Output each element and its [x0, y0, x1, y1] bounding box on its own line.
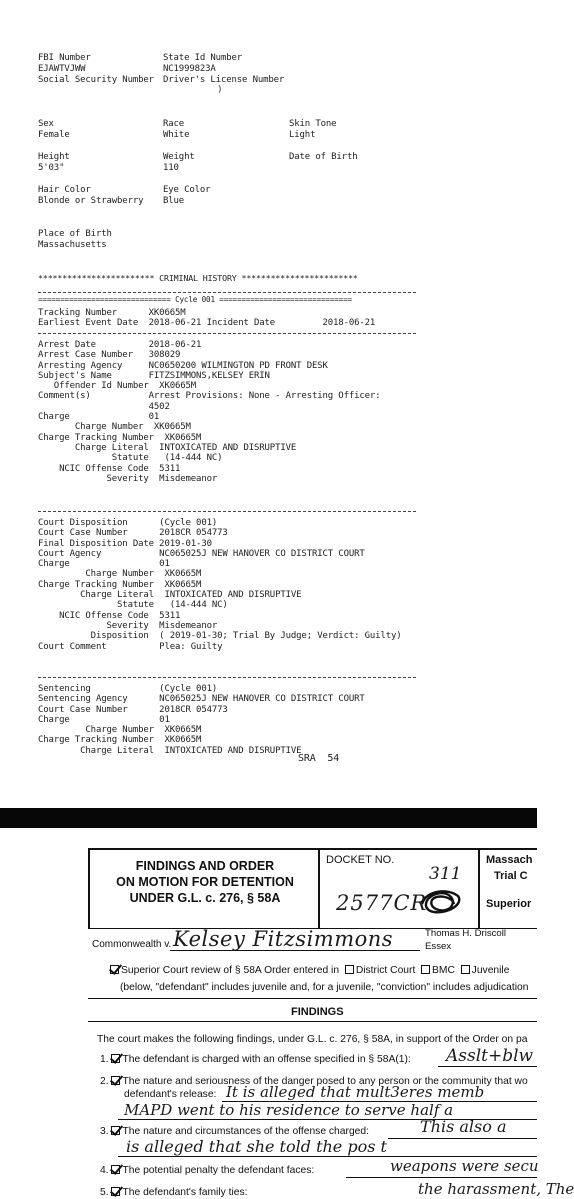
docket-right-border: [478, 848, 480, 928]
tracking-block: Tracking Number XK0665M Earliest Event Date 2018-06-21 Incident Date 2018-06-21: [38, 308, 376, 329]
item-3-handwritten: is alleged that she told the pos t: [126, 1137, 387, 1156]
item-number: 5.: [100, 1187, 109, 1198]
hair-color-label: Hair Color: [38, 185, 91, 195]
finding-item-3: [100, 1126, 369, 1137]
fbi-number-value: EJAWTVJWW: [38, 64, 86, 74]
review-checkbox[interactable]: [110, 965, 119, 974]
scribble-redaction-icon: [418, 886, 464, 916]
sentencing-block: Sentencing (Cycle 001) Sentencing Agency NC065025J NEW HANOVER CO DISTRICT COURT Court Case Number 2018CR 054773 Charge 01 Charge Number XK0665M Charge Tracking Number XK0665M Charge Literal INTOXICATED AND DISRUPTIVE: [38, 684, 365, 756]
docket-number-handwritten: 2577CR: [336, 891, 428, 915]
race-value: White: [163, 130, 190, 140]
item-number: 2.: [100, 1076, 109, 1087]
item-number: 1.: [100, 1054, 109, 1065]
drivers-license-label: Driver's License Number: [163, 75, 285, 85]
criminal-history-header: ************************ CRIMINAL HISTORY ************************: [38, 273, 358, 283]
county-name: Essex: [425, 941, 452, 952]
findings-intro: The court makes the following findings, under G.L. c. 276, § 58A, in support of the Order on pa: [97, 1034, 528, 1045]
page-separator: [0, 808, 537, 828]
place-of-birth-label: Place of Birth: [38, 229, 112, 239]
item-1-checkbox[interactable]: [111, 1054, 120, 1063]
dob-label: Date of Birth: [289, 152, 358, 162]
place-of-birth-value: Massachusetts: [38, 240, 107, 250]
state-id-label: State Id Number: [163, 53, 243, 63]
sex-value: Female: [38, 130, 70, 140]
item-number: 4.: [100, 1165, 109, 1176]
sex-label: Sex: [38, 119, 54, 129]
item-3-line: [388, 1138, 537, 1139]
eye-color-label: Eye Color: [163, 185, 211, 195]
pen-mark: ): [218, 85, 222, 95]
cycle-header: ============================== Cycle 001 ==============================: [38, 295, 352, 304]
judge-name: Thomas H. Driscoll: [425, 928, 507, 939]
item-4-text: The potential penalty the defendant faces:: [122, 1165, 315, 1176]
item-1-line: [438, 1066, 537, 1067]
docket-label: DOCKET NO.: [326, 854, 395, 866]
superior-court-label: Superior: [486, 898, 532, 910]
height-value: 5'03": [38, 163, 65, 173]
arrest-block: Arrest Date 2018-06-21 Arrest Case Number 308029 Arresting Agency NC0650200 WILMINGTON PD FRONT DESK Subject's Name FITZSIMMONS,KELSEY ERIN Offender Id Number XK0665M Comment(s) Arrest Provisions: None - Arresting Officer: 4502 Charge 01 Charge Number XK0665M Charge Tracking Number XK0665M Charge Literal INTOXICATED AND DISRUPTIVE Statute (14-444 NC) NCIC Offense Code 5311 Severity Misdemeanor: [38, 340, 381, 484]
divider: [38, 677, 416, 678]
item-4-checkbox[interactable]: [111, 1165, 120, 1174]
review-text: Superior Court review of § 58A Order entered in: [121, 965, 340, 976]
item-5-text: The defendant's family ties:: [122, 1187, 248, 1198]
juvenile-label: Juvenile: [471, 965, 510, 976]
form-title-line: ON MOTION FOR DETENTION: [116, 875, 294, 889]
item-4-line: [346, 1177, 537, 1178]
fbi-number-label: FBI Number: [38, 53, 91, 63]
item-3-checkbox[interactable]: [111, 1126, 120, 1135]
item-5-checkbox[interactable]: [111, 1187, 120, 1196]
commonwealth-label: Commonwealth v.: [92, 939, 172, 950]
form-title-line: UNDER G.L. c. 276, § 58A: [129, 891, 281, 905]
docket-left-border: [318, 848, 320, 928]
court-disposition-block: Court Disposition (Cycle 001) Court Case Number 2018CR 054773 Final Disposition Date 2019-01-30 Court Agency NC065025J NEW HANOVER CO DISTRICT COURT Charge 01 Charge Number XK0665M Charge Tracking Number XK0665M Charge Literal INTOXICATED AND DISRUPTIVE Statute (14-444 NC) NCIC Offense Code 5311 Severity Misdemeanor Disposition ( 2019-01-30; Trial By Judge; Verdict: Guilty) Court Comment Plea: Guilty: [38, 518, 402, 652]
item-2-text: The nature and seriousness of the danger posed to any person or the community that wo: [122, 1076, 528, 1087]
findings-top-rule: [88, 998, 537, 999]
item-4-handwritten: weapons were secu: [390, 1157, 539, 1175]
item-number: 3.: [100, 1126, 109, 1137]
findings-header: FINDINGS: [291, 1006, 344, 1018]
item-1-text: The defendant is charged with an offense specified in § 58A(1):: [122, 1054, 411, 1065]
weight-value: 110: [163, 163, 179, 173]
item-2-checkbox[interactable]: [111, 1076, 120, 1085]
item-2-text-cont: defendant's release:: [124, 1089, 217, 1100]
form-left-border: [88, 848, 90, 928]
form-title-line: FINDINGS AND ORDER: [135, 859, 275, 873]
bmc-label: BMC: [432, 965, 455, 976]
skin-tone-value: Light: [289, 130, 316, 140]
sra-page-stamp: SRA 54: [298, 753, 340, 764]
height-label: Height: [38, 152, 70, 162]
findings-bottom-rule: [88, 1021, 537, 1022]
item-5-handwritten: the harassment, The: [418, 1180, 574, 1198]
docket-number-handwritten-top: 311: [429, 864, 462, 884]
district-court-label: District Court: [355, 965, 416, 976]
definitions-note: (below, "defendant" includes juvenile and, for a juvenile, "conviction" includes adjudication: [120, 982, 529, 993]
juvenile-checkbox[interactable]: [461, 965, 470, 974]
finding-item-5: [100, 1187, 248, 1198]
ssn-label: Social Security Number: [38, 75, 154, 85]
divider: [38, 511, 416, 512]
eye-color-value: Blue: [163, 196, 185, 206]
finding-item-1: [100, 1054, 411, 1065]
divider: [38, 292, 416, 293]
bmc-checkbox[interactable]: [421, 965, 430, 974]
skin-tone-label: Skin Tone: [289, 119, 337, 129]
hair-color-value: Blonde or Strawberry: [38, 196, 144, 206]
item-3-text: The nature and circumstances of the offense charged:: [122, 1126, 369, 1137]
trial-court-label: Trial C: [494, 870, 528, 882]
state-name-label: Massach: [486, 854, 533, 866]
form-title: [92, 858, 318, 906]
review-line: [110, 965, 509, 976]
form-top-border: [88, 848, 537, 850]
district-court-checkbox[interactable]: [345, 965, 354, 974]
item-2-handwritten: MAPD went to his residence to serve half a: [124, 1101, 454, 1119]
state-id-value: NC1999823A: [163, 64, 216, 74]
race-label: Race: [163, 119, 185, 129]
weight-label: Weight: [163, 152, 195, 162]
divider: [38, 333, 416, 334]
defendant-name-handwritten: Kelsey Fitzsimmons: [173, 927, 394, 951]
item-2-handwritten: It is alleged that mult3eres memb: [226, 1083, 485, 1101]
item-1-handwritten: Asslt+blw: [446, 1046, 534, 1066]
defendant-name-line: [170, 950, 420, 951]
item-3-handwritten: This also a: [420, 1117, 507, 1136]
finding-item-4: [100, 1165, 314, 1176]
findings-and-order-form: [0, 828, 574, 1199]
